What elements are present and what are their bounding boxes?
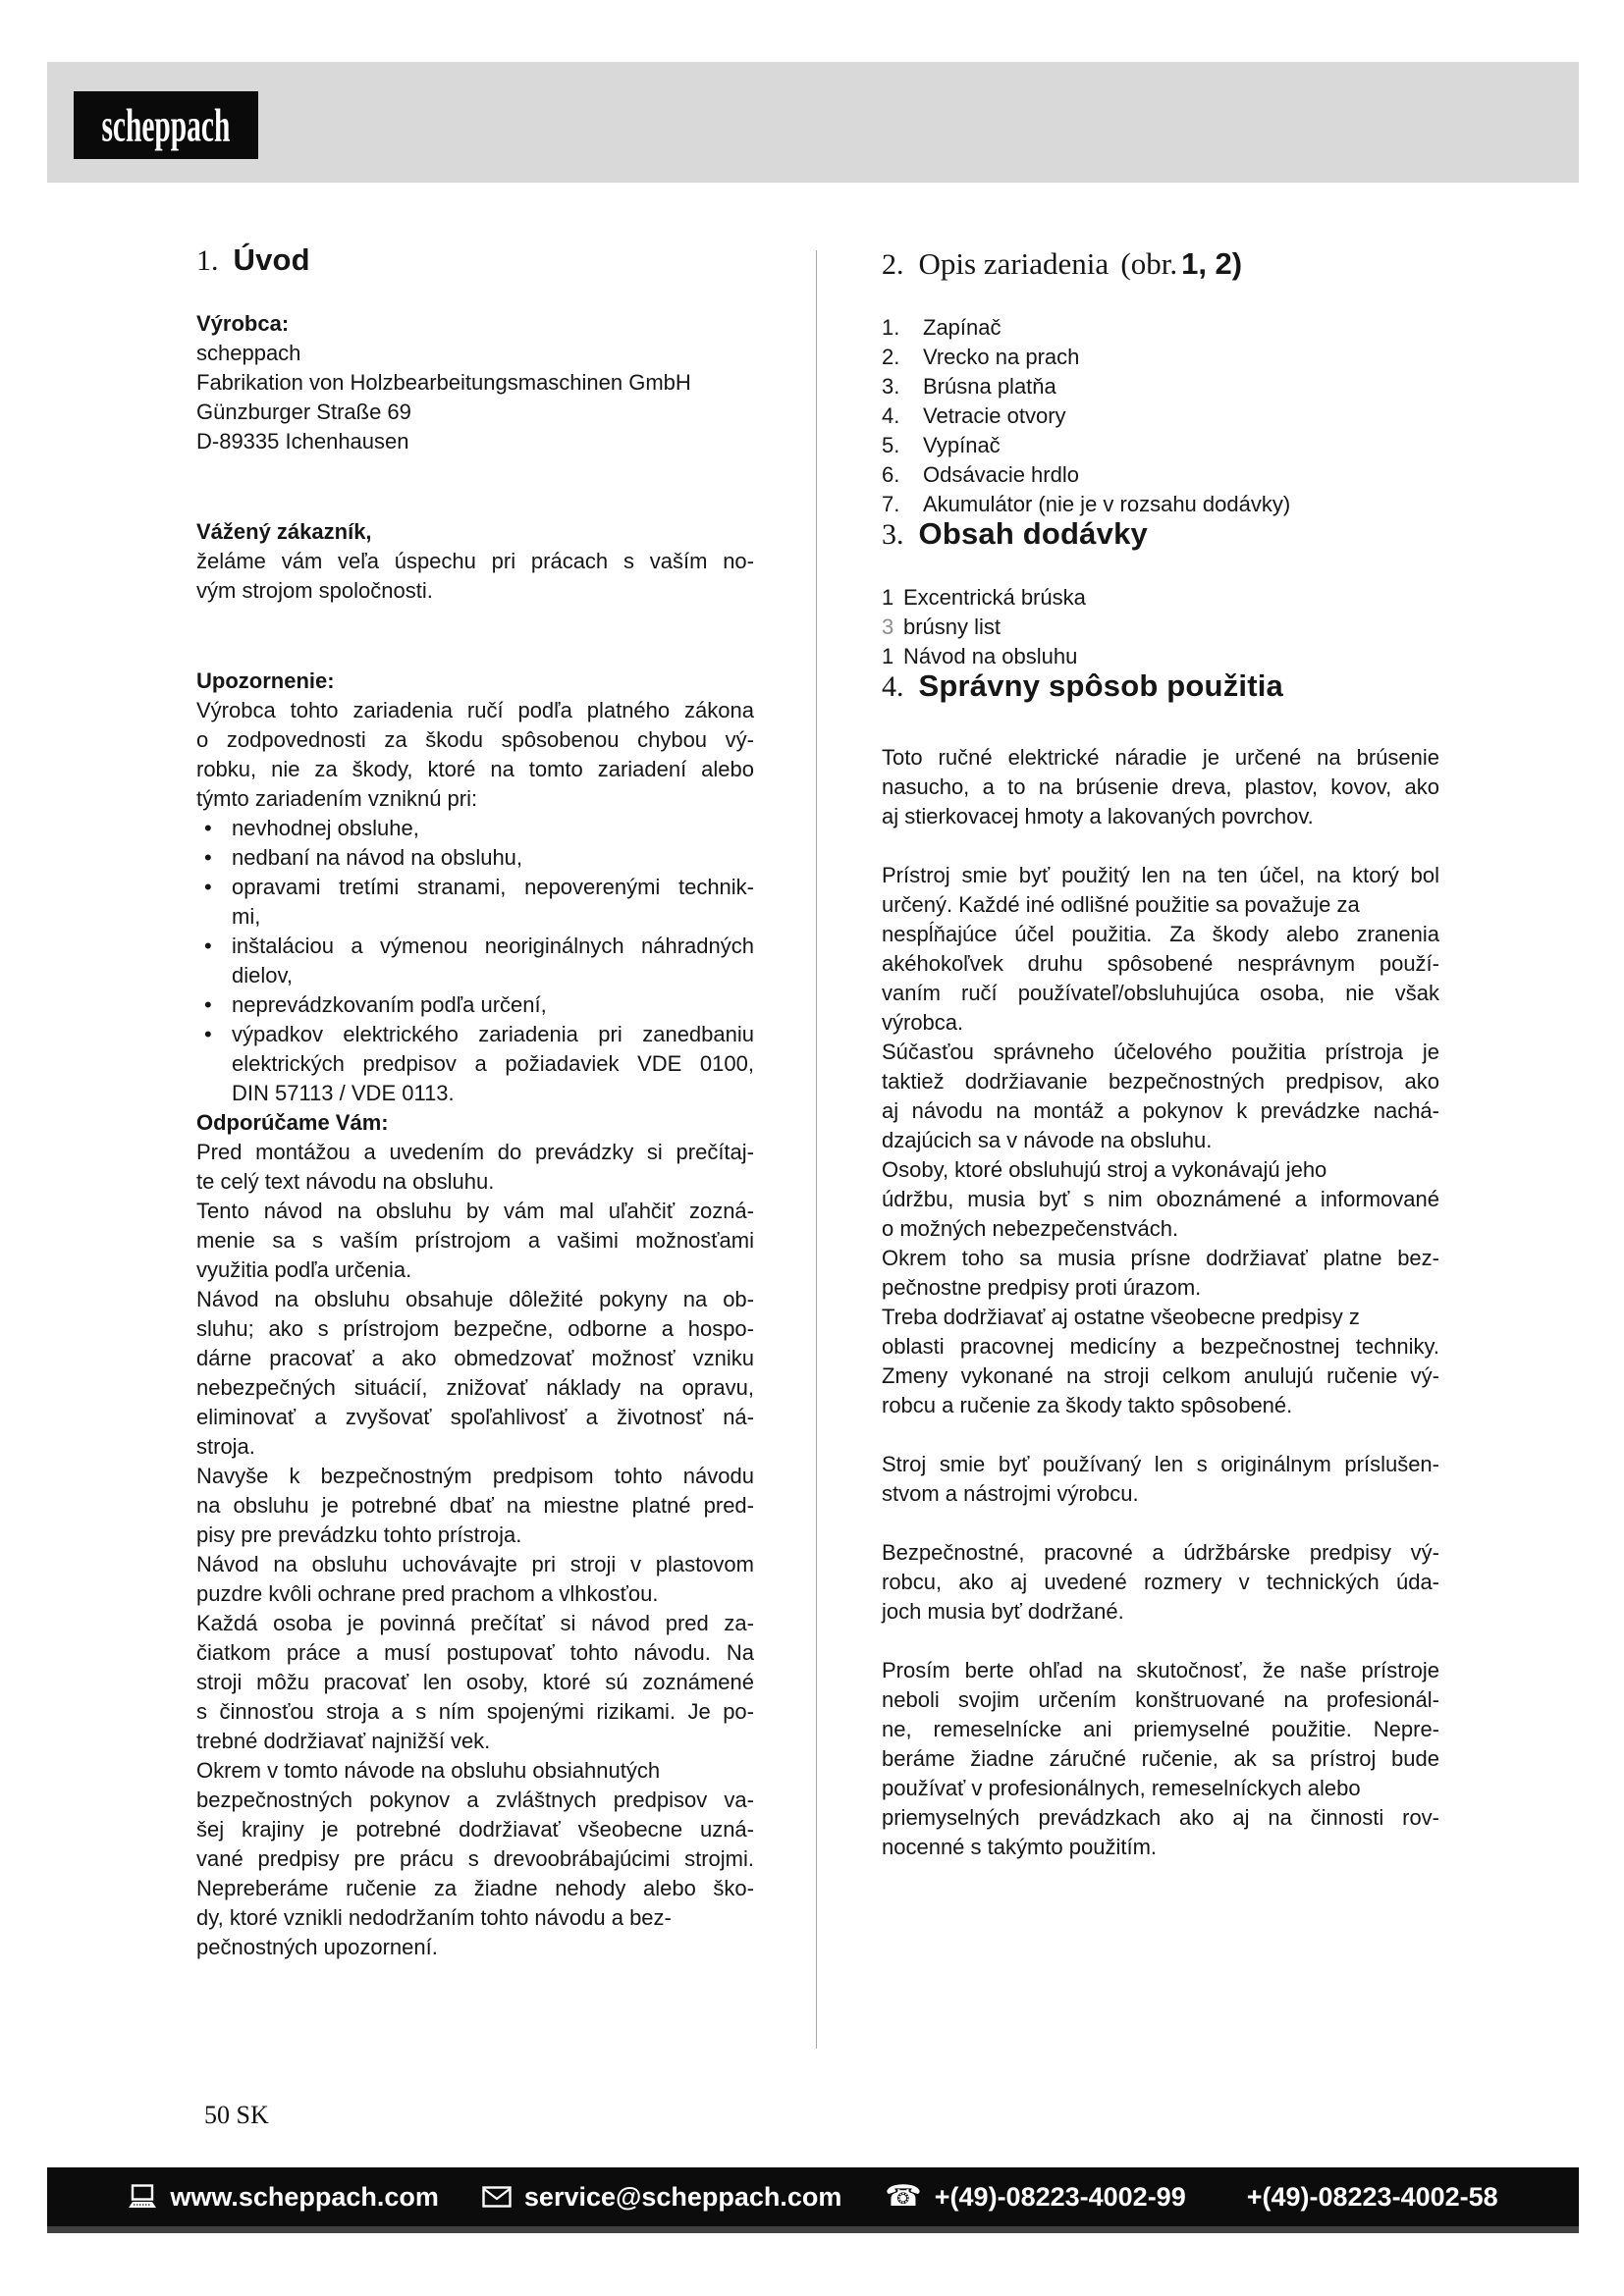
envelope-icon: [482, 2186, 512, 2208]
column-divider: [816, 250, 817, 2049]
section-2-number: 2.: [882, 248, 904, 281]
device-part-label: Vrecko na prach: [923, 345, 1080, 369]
section-2-figure-prefix: (obr.: [1120, 246, 1178, 281]
device-part-item: [882, 343, 1439, 372]
footer-website-text: www.scheppach.com: [170, 2181, 439, 2212]
device-part-number: 6.: [882, 462, 900, 487]
manufacturer-label: Výrobca:: [196, 311, 290, 336]
header-band: [47, 62, 1579, 183]
manufacturer-address: scheppach Fabrikation von Holzbearbeitungsmaschinen GmbH Günzburger Straße 69 D-89335 Ichenhausen: [196, 341, 691, 454]
section-3-number: 3.: [882, 518, 904, 551]
footer-email-text: service@scheppach.com: [523, 2181, 842, 2212]
bullet-item: • nevhodnej obsluhe,: [196, 814, 754, 843]
device-part-label: Akumulátor (nie je v rozsahu dodávky): [923, 492, 1291, 516]
section-2-figure-numbers: 1, 2): [1181, 246, 1243, 281]
footer-email: [482, 2182, 842, 2213]
section-1-heading: [196, 242, 754, 277]
section-4-title: Správny spôsob použitia: [918, 668, 1283, 703]
scheppach-logo-text: scheppach: [101, 97, 231, 151]
device-part-number: 2.: [882, 345, 900, 369]
section-1-number: 1.: [196, 244, 219, 277]
computer-icon: [128, 2184, 157, 2210]
usage-paragraph: Prosím berte ohľad na skutočnosť, že naše prístroje neboli svojim určením konštruované na profesionál- ne, remeselnícke ani priemyselné použitie. Nepre- beráme žiadne záručné ručenie, ak sa prístroj bude používať v profesionálnych, remeselníckych alebo priemyselných prevádzkach ako aj na činnosti rov- nocenné s takýmto použitím.: [882, 1658, 1439, 1859]
device-part-number: 5.: [882, 433, 900, 457]
delivery-item: [882, 642, 1439, 671]
footer-website: [128, 2182, 439, 2213]
section-2-title: Opis zariadenia: [918, 246, 1110, 281]
bullet-item: • výpadkov elektrického zariadenia pri zanedbaniu elektrických predpisov a požiadaviek VDE 0100, DIN 57113 / VDE 0113.: [196, 1020, 754, 1108]
usage-paragraph: Toto ručné elektrické náradie je určené na brúsenie nasucho, a to na brúsenie dreva, plastov, kovov, ako aj stierkovacej hmoty a lakovaných povrchov.: [882, 745, 1439, 828]
device-parts-list: [882, 313, 1439, 519]
notice-intro: Výrobca tohto zariadenia ručí podľa platného zákona o zodpovednosti za škodu spôsobenou chybou vý- robku, nie za škody, ktoré na tomto zariadení alebo týmto zariadením vzniknú pri:: [196, 698, 754, 811]
section-2-title-row: [919, 245, 1243, 279]
section-3-heading: [882, 516, 1439, 551]
delivery-item: [882, 583, 1439, 613]
delivery-item-label: Excentrická brúska: [903, 585, 1086, 610]
device-part-number: 1.: [882, 315, 900, 340]
notice-bullet-list: [196, 814, 754, 1108]
telephone-icon: ☎: [885, 2179, 922, 2214]
recommendation-text: Pred montážou a uvedením do prevádzky si prečítaj- te celý text návodu na obsluhu. Tento návod na obsluhu by vám mal uľahčiť zozná- menie sa s vaším prístrojom a vašimi možnosťami využitia podľa určenia. Návod na obsluhu obsahuje dôležité pokyny na ob- sluhu; ako s prístrojom bezpečne, odborne a hospo- dárne pracovať a ako obmedzovať možnosť vzniku nebezpečných situácií, znižovať náklady na opravu, eliminovať a zvyšovať spoľahlivosť a životnosť ná- stroja. Navyše k bezpečnostným predpisom tohto návodu na obsluhu je potrebné dbať na miestne platné pred- pisy pre prevádzku tohto prístroja. Návod na obsluhu uchovávajte pri stroji v plastovom puzdre kvôli ochrane pred prachom a vlhkosťou. Každá osoba je povinná prečítať si návod pred za- čiatkom práce a musí postupovať tohto návodu. Na stroji môžu pracovať len osoby, ktoré sú zoznámené s činnosťou stroja a s ním spojenými rizikami. Je po- trebné dodržiavať najnižší vek. Okrem v tomto návode na obsluhu obsiahnutých bezpečnostných pokynov a zvláštnych predpisov va- šej krajiny je potrebné dodržiavať všeobecne uzná- vané predpisy pre prácu s drevoobrábajúcimi strojmi. Nepreberáme ručenie za žiadne nehody alebo ško- dy, ktoré vznikli nedodržaním tohto návodu a bez- pečnostných upozornení.: [196, 1140, 754, 1959]
scheppach-logo: [74, 91, 258, 159]
left-column: [196, 242, 754, 1962]
usage-paragraph: Prístroj smie byť použitý len na ten účel, na ktorý bol určený. Každé iné odlišné použitie sa považuje za nespĺňajúce účel použitia. Za škody alebo zranenia akéhokoľvek druhu spôsobené nesprávnym použí- vaním ručí používateľ/obsluhujúca osoba, nie však výrobca. Súčasťou správneho účelového použitia prístroja je taktiež dodržiavanie bezpečnostných predpisov, ako aj návodu na montáž a pokynov k prevádzke nachá- dzajúcich sa v návode na obsluhu. Osoby, ktoré obsluhujú stroj a vykonávajú jeho údržbu, musia byť s nim oboznámené a informované o možných nebezpečenstvách. Okrem toho sa musia prísne dodržiavať platne bez- pečnostne predpisy proti úrazom. Treba dodržiavať aj ostatne všeobecne predpisy z oblasti pracovnej medicíny a bezpečnostnej techniky. Zmeny vykonané na stroji celkom anulujú ručenie vý- robcu a ručenie za škody takto spôsobené.: [882, 863, 1439, 1417]
device-part-number: 3.: [882, 374, 900, 399]
device-part-item: [882, 372, 1439, 401]
bullet-item: • nedbaní na návod na obsluhu,: [196, 843, 754, 873]
recommendation-label: Odporúčame Vám:: [196, 1110, 389, 1135]
delivery-item: [882, 613, 1439, 642]
section-1-title: Úvod: [233, 242, 310, 277]
delivery-item-quantity: 3: [882, 614, 894, 639]
footer-phone: [885, 2179, 1186, 2214]
footer-fax-text: +(49)-08223-4002-58: [1246, 2181, 1498, 2212]
section-2-heading: [882, 245, 1439, 280]
customer-salutation-label: Vážený zákazník,: [196, 519, 372, 544]
delivery-item-label: Návod na obsluhu: [903, 644, 1078, 668]
device-part-number: 4.: [882, 403, 900, 428]
device-part-item: [882, 460, 1439, 490]
bullet-item: • neprevádzkovaním podľa určení,: [196, 990, 754, 1020]
usage-paragraph: Bezpečnostné, pracovné a údržbárske predpisy vý- robcu, ako aj uvedené rozmery v technických úda- joch musia byť dodržané.: [882, 1540, 1439, 1624]
section-3-title: Obsah dodávky: [918, 516, 1148, 551]
delivery-item-label: brúsny list: [903, 614, 1001, 639]
delivery-item-quantity: 1: [882, 644, 894, 668]
device-part-item: [882, 313, 1439, 343]
usage-paragraph: Stroj smie byť používaný len s originálnym príslušen- stvom a nástrojmi výrobcu.: [882, 1452, 1439, 1506]
bullet-item: • inštaláciou a výmenou neoriginálnych náhradných dielov,: [196, 932, 754, 990]
device-part-label: Odsávacie hrdlo: [923, 462, 1079, 487]
section-4-heading: [882, 668, 1439, 703]
page-number: 50 SK: [204, 2101, 269, 2129]
device-part-label: Vypínač: [923, 433, 1001, 457]
bullet-item: • opravami tretími stranami, nepoverenými technik- mi,: [196, 873, 754, 932]
delivery-contents-list: [882, 583, 1439, 671]
footer-contact-bar: [47, 2167, 1579, 2233]
section-4-number: 4.: [882, 670, 904, 703]
device-part-label: Vetracie otvory: [923, 403, 1066, 428]
notice-label: Upozornenie:: [196, 668, 335, 693]
device-part-item: [882, 431, 1439, 460]
device-part-item: [882, 490, 1439, 519]
footer-phone-text: +(49)-08223-4002-99: [934, 2181, 1186, 2212]
device-part-number: 7.: [882, 492, 900, 516]
delivery-item-quantity: 1: [882, 585, 894, 610]
device-part-label: Brúsna platňa: [923, 374, 1056, 399]
footer-fax: [1247, 2182, 1498, 2213]
right-column: [882, 245, 1439, 1862]
customer-salutation-text: želáme vám veľa úspechu pri prácach s vaším no- vým strojom spoločnosti.: [196, 549, 754, 603]
device-part-label: Zapínač: [923, 315, 1001, 340]
device-part-item: [882, 401, 1439, 431]
